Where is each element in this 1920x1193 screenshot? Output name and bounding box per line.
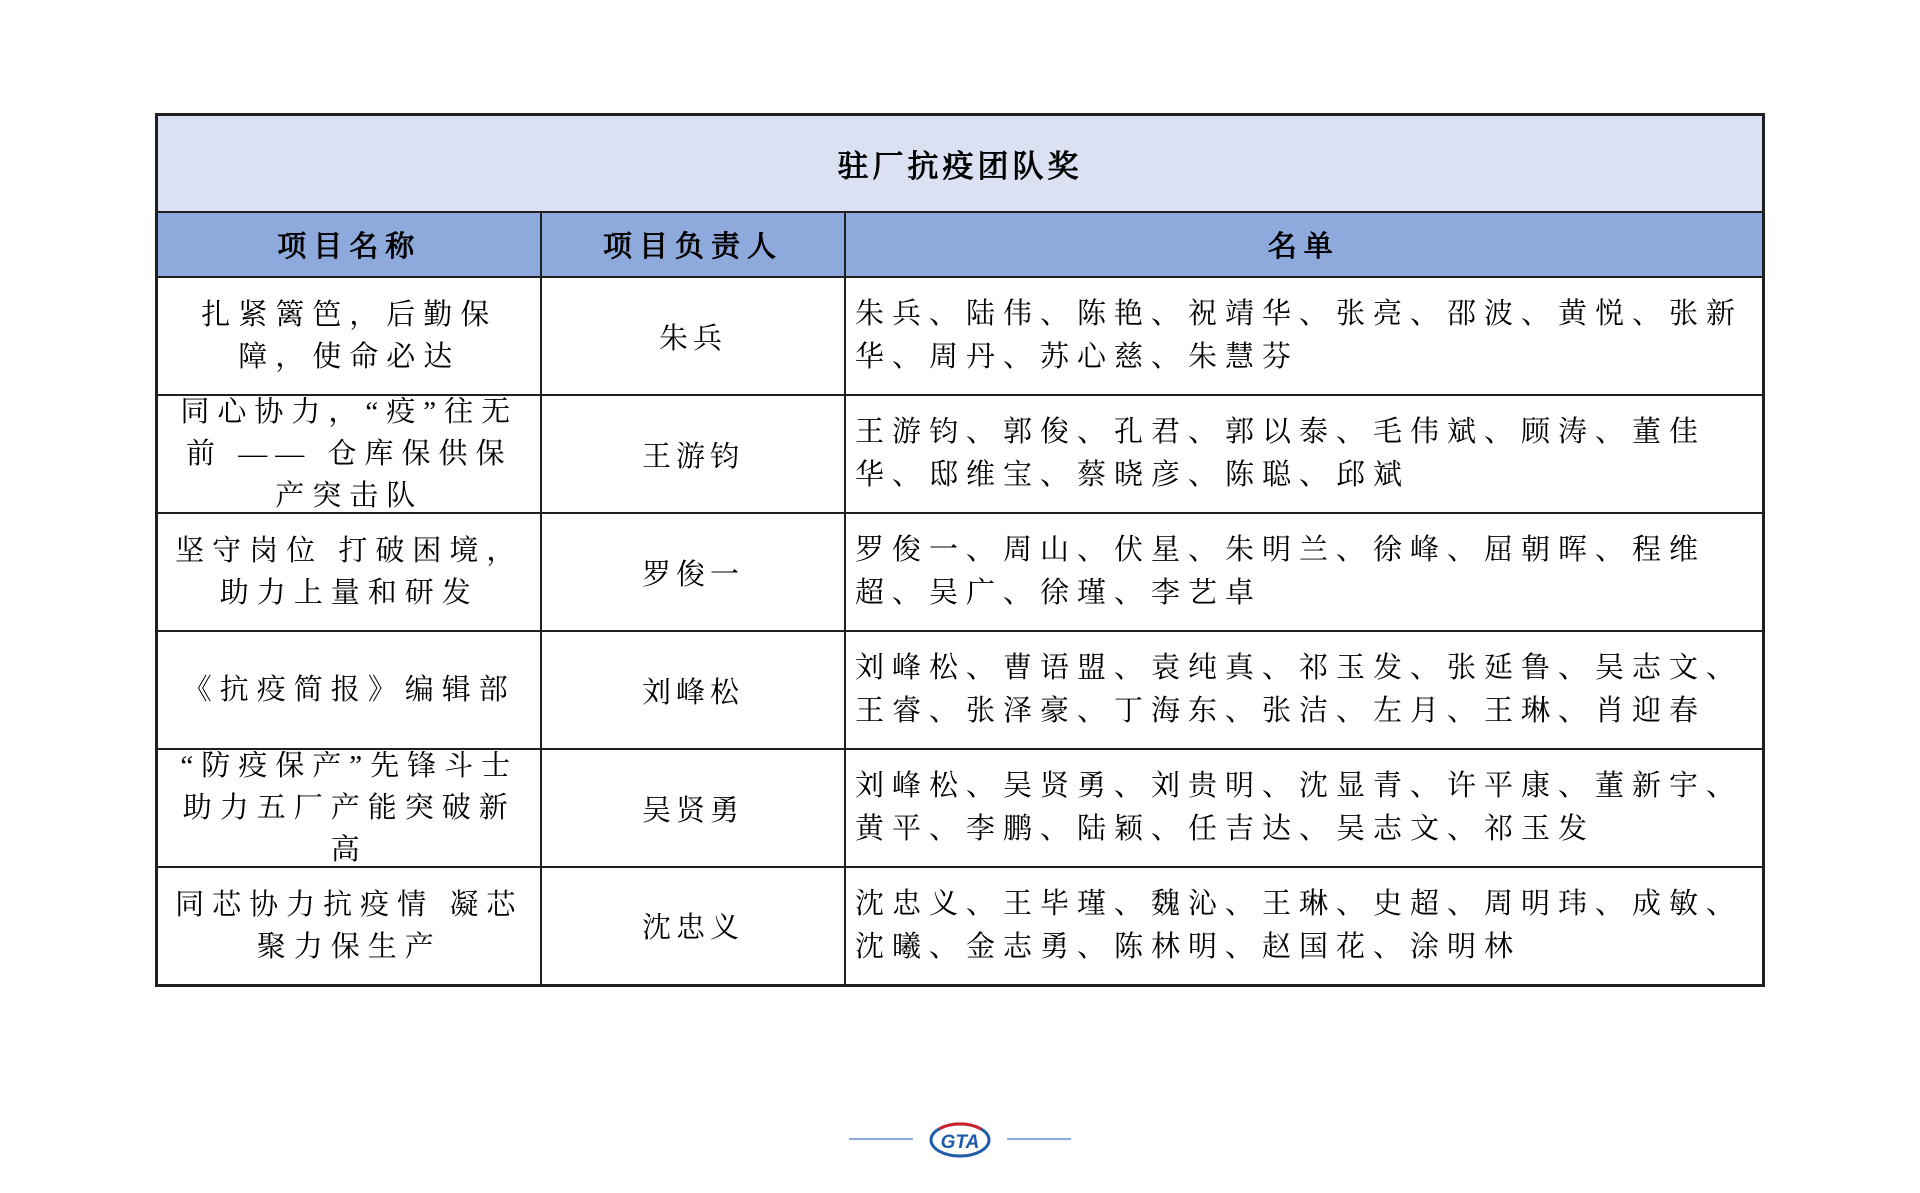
column-header-name-list: 名单 [845,212,1763,277]
table-row [157,867,1763,985]
award-table-body [157,277,1763,985]
name-list-cell: 沈忠义、王毕瑾、魏沁、王琳、史超、周明玮、成敏、沈曦、金志勇、陈林明、赵国花、涂明林 [845,867,1763,985]
name-list-cell: 王游钧、郭俊、孔君、郭以泰、毛伟斌、顾涛、董佳华、邸维宝、蔡晓彦、陈聪、邱斌 [845,395,1763,513]
project-name-cell: 《抗疫简报》编辑部 [157,631,541,749]
project-leader-cell: 沈忠义 [541,867,845,985]
table-row [157,277,1763,395]
footer [0,1115,1920,1163]
table-row [157,631,1763,749]
table-row [157,395,1763,513]
project-name-cell: “防疫保产”先锋斗士助力五厂产能突破新高 [157,749,541,867]
name-list-cell: 刘峰松、吴贤勇、刘贵明、沈显青、许平康、董新宇、黄平、李鹏、陆颖、任吉达、吴志文、祁玉发 [845,749,1763,867]
gta-logo-text: GTA [940,1132,980,1153]
name-list-cell: 罗俊一、周山、伏星、朱明兰、徐峰、屈朝晖、程维超、吴广、徐瑾、李艺卓 [845,513,1763,631]
table-row [157,749,1763,867]
logo-rule-left [849,1138,913,1140]
logo-rule-right [1007,1138,1071,1140]
name-list-cell: 朱兵、陆伟、陈艳、祝靖华、张亮、邵波、黄悦、张新华、周丹、苏心慈、朱慧芬 [845,277,1763,395]
project-name-cell: 同心协力，“疫”往无前 —— 仓库保供保产突击队 [157,395,541,513]
table-title: 驻厂抗疫团队奖 [157,115,1763,213]
gta-logo-icon [927,1115,993,1163]
project-leader-cell: 王游钧 [541,395,845,513]
project-leader-cell: 罗俊一 [541,513,845,631]
project-leader-cell: 朱兵 [541,277,845,395]
project-name-cell: 同芯协力抗疫情 凝芯聚力保生产 [157,867,541,985]
project-name-cell: 坚守岗位 打破困境，助力上量和研发 [157,513,541,631]
table-header-row [157,212,1763,277]
award-table [155,113,1764,987]
project-leader-cell: 吴贤勇 [541,749,845,867]
column-header-project-name: 项目名称 [157,212,541,277]
table-title-row [157,115,1763,213]
project-name-cell: 扎紧篱笆，后勤保障，使命必达 [157,277,541,395]
name-list-cell: 刘峰松、曹语盟、袁纯真、祁玉发、张延鲁、吴志文、王睿、张泽豪、丁海东、张洁、左月、王琳、肖迎春 [845,631,1763,749]
column-header-project-leader: 项目负责人 [541,212,845,277]
table-row [157,513,1763,631]
project-leader-cell: 刘峰松 [541,631,845,749]
